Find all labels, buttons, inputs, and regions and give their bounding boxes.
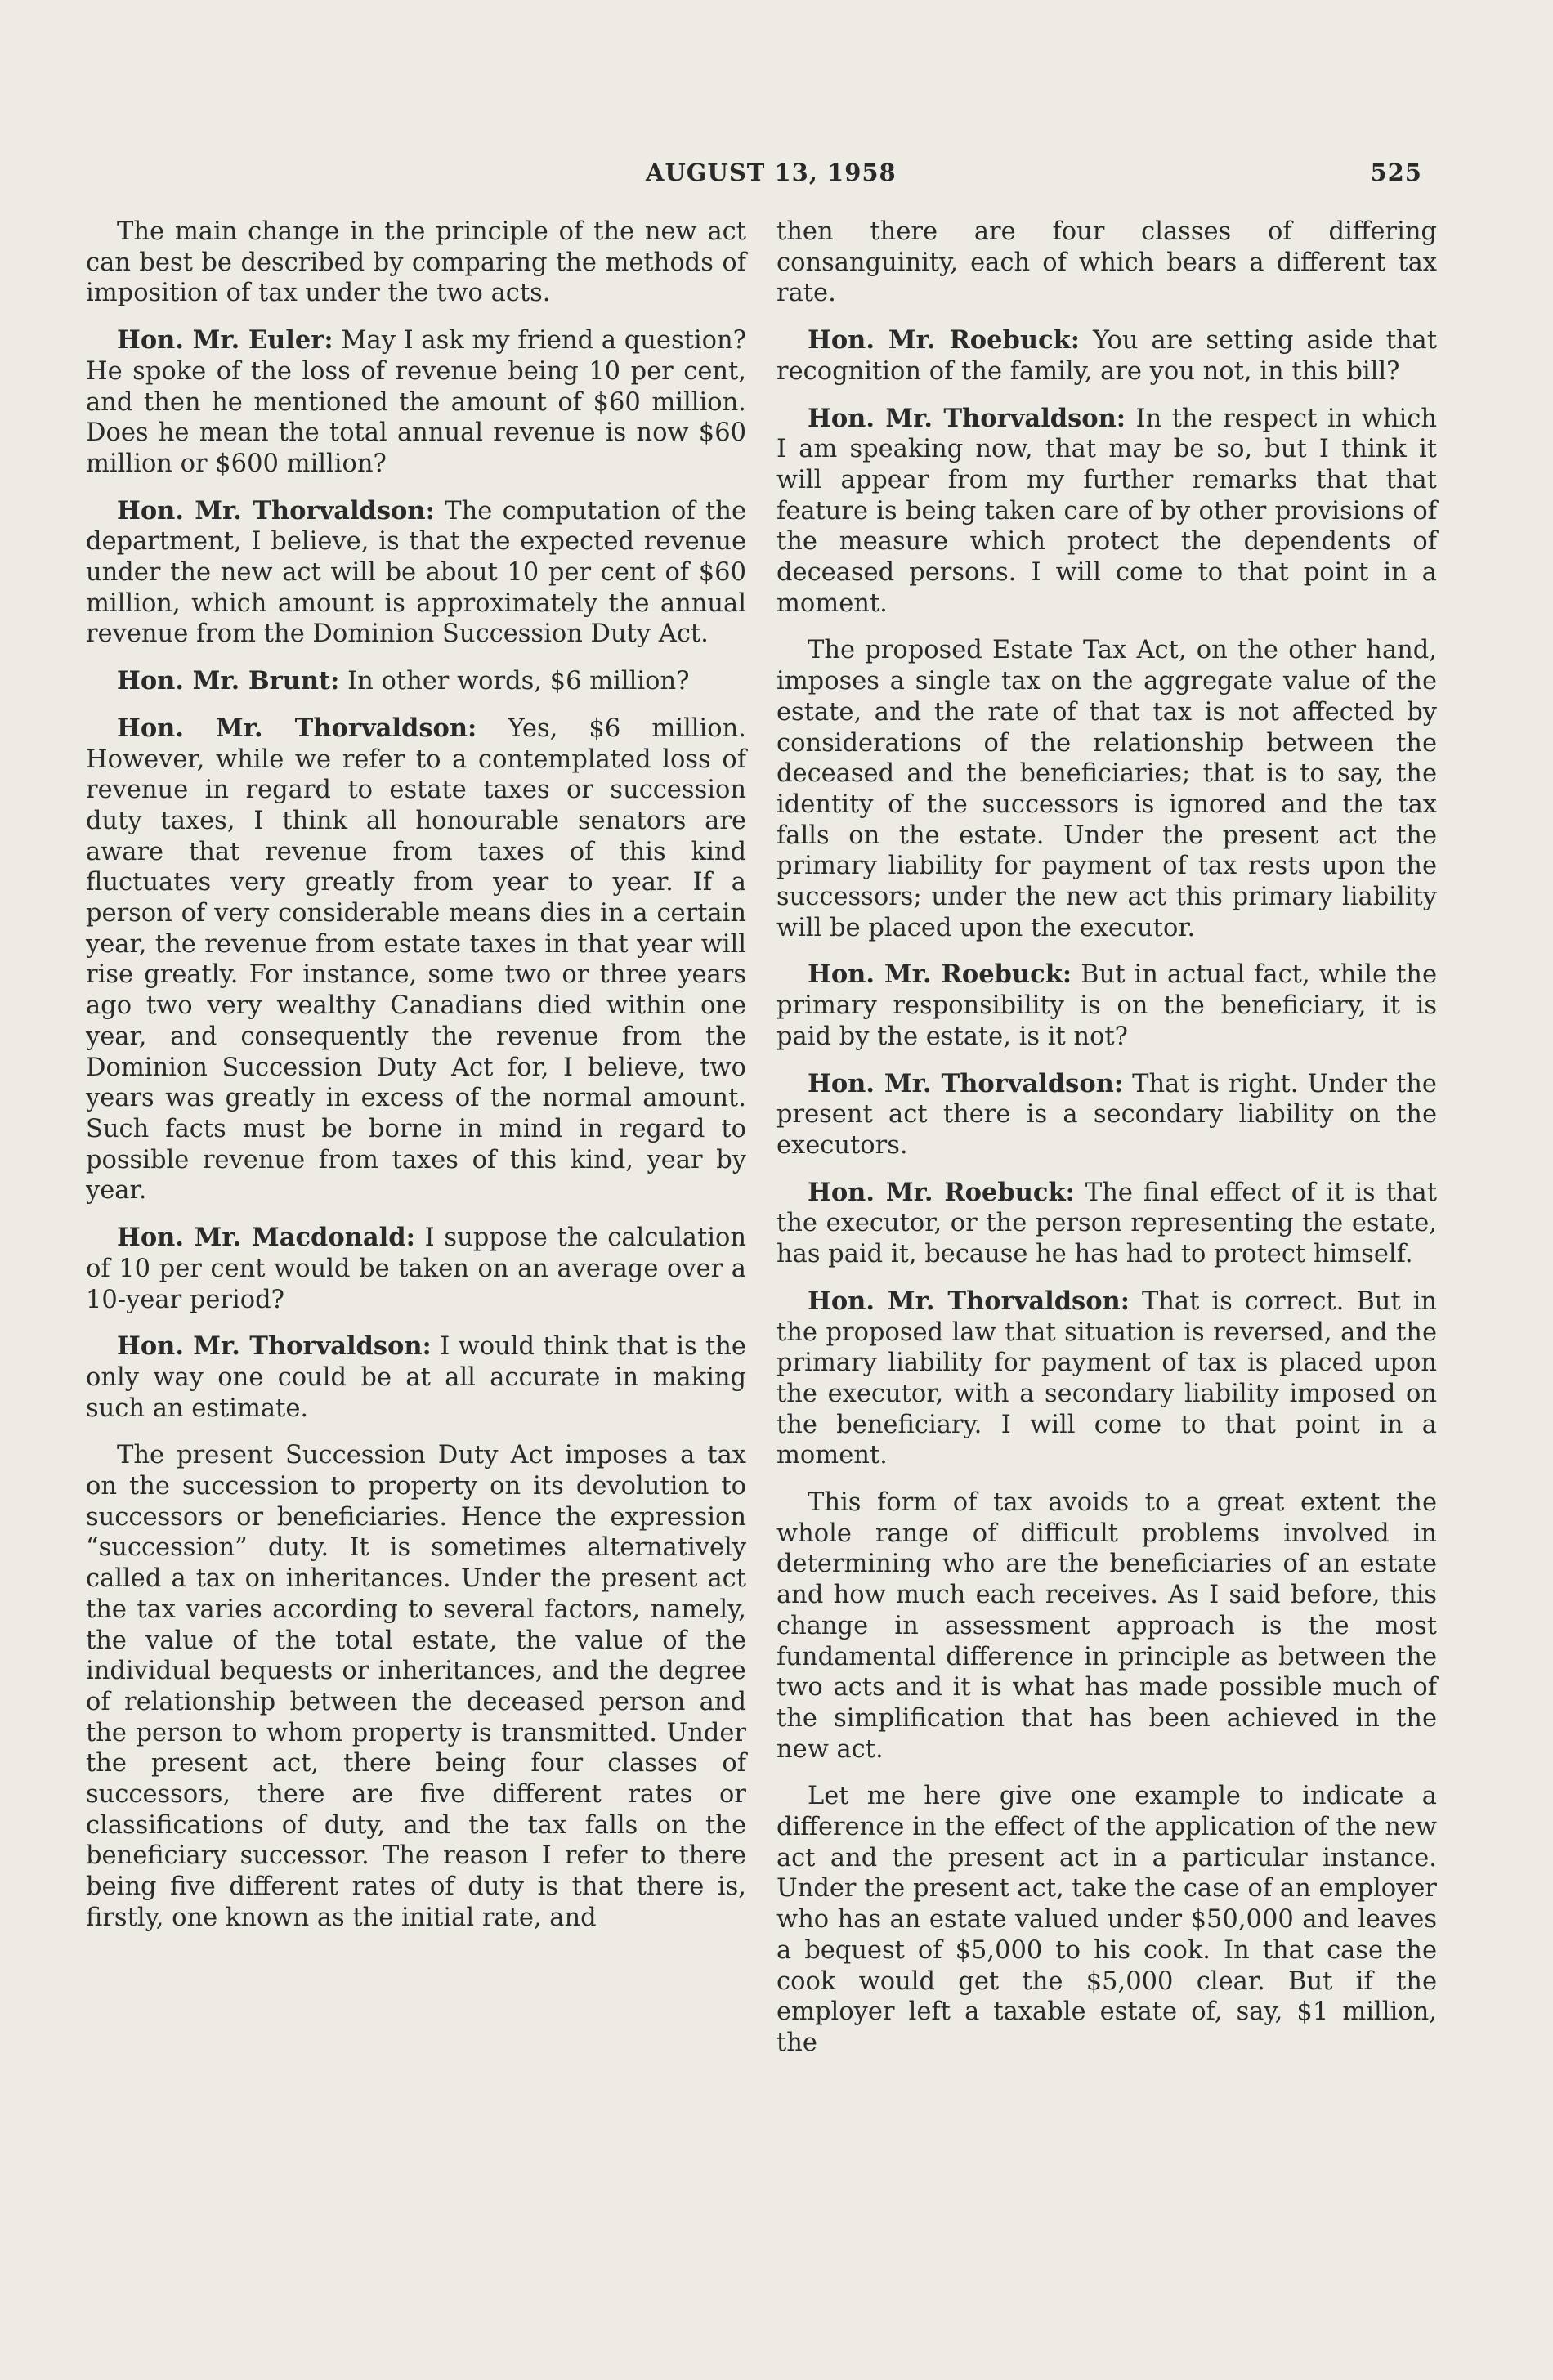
paragraph [86, 496, 746, 651]
paragraph [86, 217, 746, 309]
paragraph [776, 1286, 1437, 1471]
paragraph-text: In the respect in which I am speaking now, that may be so, but I think it will appear from my further remarks that that feature is being taken care of by other provisions of the measure which protect the dependents of deceased persons. I will come to that point in a moment. [776, 404, 1437, 618]
paragraph-text: The present Succession Duty Act imposes a tax on the succession to property on its devolution to successors or beneficiaries. Hence the expression “succession” duty. It is sometimes alternatively called a tax on inheritances. Under the present act the tax varies according to several factors, namely, the value of the total estate, the value of the individual bequests or inheritances, and the degree of relationship between the deceased person and the person to whom property is transmitted. Under the present act, there being four classes of successors, there are five different rates or classifications of duty, and the tax falls on the beneficiary successor. The reason I refer to there being five different rates of duty is that there is, firstly, one known as the initial rate, and [86, 1441, 746, 1932]
paragraph [776, 325, 1437, 387]
paragraph-text: The main change in the principle of the new act can best be described by comparing the methods of imposition of tax under the two acts. [86, 217, 746, 308]
speaker-name: Hon. Mr. Macdonald: [117, 1223, 415, 1253]
speaker-name: Hon. Mr. Thorvaldson: [808, 1068, 1124, 1098]
paragraph [776, 635, 1437, 943]
page-number: 525 [1370, 159, 1422, 186]
paragraph-text: Yes, $6 million. However, while we refer to a contemplated loss of revenue in regard to estate taxes or succession duty taxes, I think all honourable senators are aware that revenue from taxes of this kind fluctuates very greatly from year to year. If a person of very considerable means dies in a certain year, the revenue from estate taxes in that year will rise greatly. For instance, some two or three years ago two very wealthy Canadians died within one year, and consequently the revenue from the Dominion Succession Duty Act for, I believe, two years was greatly in excess of the normal amount. Such facts must be borne in mind in regard to possible revenue from taxes of this kind, year by year. [86, 714, 746, 1206]
speaker-name: Hon. Mr. Thorvaldson: [117, 495, 435, 526]
paragraph [86, 1223, 746, 1315]
paragraph [776, 217, 1437, 309]
speaker-name: Hon. Mr. Roebuck: [808, 325, 1081, 356]
header-date: AUGUST 13, 1958 [646, 159, 897, 186]
paragraph-text: The computation of the department, I believe, is that the expected revenue under the new act will be about 10 per cent of $60 million, which amount is approximately the annual revenue from the Dominion Succession Duty Act. [86, 496, 746, 649]
paragraph-text: That is right. Under the present act there is a secondary liability on the executors. [776, 1069, 1437, 1160]
paragraph [776, 1178, 1437, 1270]
paragraph-text: In other words, $6 million? [347, 667, 690, 696]
paragraph-text: But in actual fact, while the primary responsibility is on the beneficiary, it is paid by the estate, is it not? [776, 960, 1437, 1051]
paragraph-text: May I ask my friend a question? He spoke of the loss of revenue being 10 per cent, and then he mentioned the amount of $60 million. Does he mean the total annual revenue is now $60 million or $600 million? [86, 326, 746, 478]
paragraph [86, 325, 746, 480]
paragraph [776, 1069, 1437, 1161]
speaker-name: Hon. Mr. Thorvaldson: [117, 713, 477, 743]
paragraph-text: then there are four classes of differing consanguinity, each of which bears a different tax rate. [776, 217, 1437, 308]
running-head [0, 159, 1553, 191]
paragraph [776, 404, 1437, 620]
left-column [86, 217, 746, 1950]
speaker-name: Hon. Mr. Thorvaldson: [808, 403, 1126, 433]
paragraph-text: This form of tax avoids to a great extent the whole range of difficult problems involved in determining who are the beneficiaries of an estate and how much each receives. As I said before, this change in assessment approach is the most fundamental difference in principle as between the two acts and it is what has made possible much of the simplification that has been achieved in the new act. [776, 1488, 1437, 1764]
speaker-name: Hon. Mr. Euler: [117, 325, 333, 356]
paragraph [776, 960, 1437, 1052]
right-column [776, 217, 1437, 2075]
paragraph-text: The proposed Estate Tax Act, on the other hand, imposes a single tax on the aggregate value of the estate, and the rate of that tax is not affected by considerations of the relationship between the deceased and the beneficiaries; that is to say, the identity of the successors is ignored and the tax falls on the estate. Under the present act the primary liability for payment of tax rests upon the successors; under the new act this primary liability will be placed upon the executor. [776, 636, 1437, 942]
speaker-name: Hon. Mr. Roebuck: [808, 960, 1072, 990]
speaker-name: Hon. Mr. Thorvaldson: [117, 1331, 432, 1362]
speaker-name: Hon. Mr. Thorvaldson: [808, 1286, 1130, 1316]
paragraph-text: I would think that is the only way one could be at all accurate in making such an estimate. [86, 1332, 746, 1423]
paragraph-text: Let me here give one example to indicate a difference in the effect of the application of the new act and the present act in a particular instance. Under the present act, take the case of an employer who has an estate valued under $50,000 and leaves a bequest of $5,000 to his cook. In that case the cook would get the $5,000 clear. But if the employer left a taxable estate of, say, $1 million, the [776, 1782, 1437, 2057]
speaker-name: Hon. Mr. Roebuck: [808, 1177, 1075, 1207]
paragraph [86, 1440, 746, 1933]
paragraph-text: I suppose the calculation of 10 per cent would be taken on an average over a 10-year period? [86, 1224, 746, 1314]
paragraph [776, 1781, 1437, 2058]
paragraph-text: That is correct. But in the proposed law that situation is reversed, and the primary liability for payment of tax is placed upon the executor, with a secondary liability imposed on the beneficiary. I will come to that point in a moment. [776, 1286, 1437, 1470]
paragraph [86, 1331, 746, 1424]
paragraph-text: You are setting aside that recognition of the family, are you not, in this bill? [776, 326, 1437, 386]
paragraph [86, 666, 746, 697]
speaker-name: Hon. Mr. Brunt: [117, 666, 340, 696]
paragraph [86, 714, 746, 1206]
paragraph-text: The final effect of it is that the executor, or the person representing the estate, has paid it, because he has had to protect himself. [776, 1178, 1437, 1269]
paragraph [776, 1488, 1437, 1765]
